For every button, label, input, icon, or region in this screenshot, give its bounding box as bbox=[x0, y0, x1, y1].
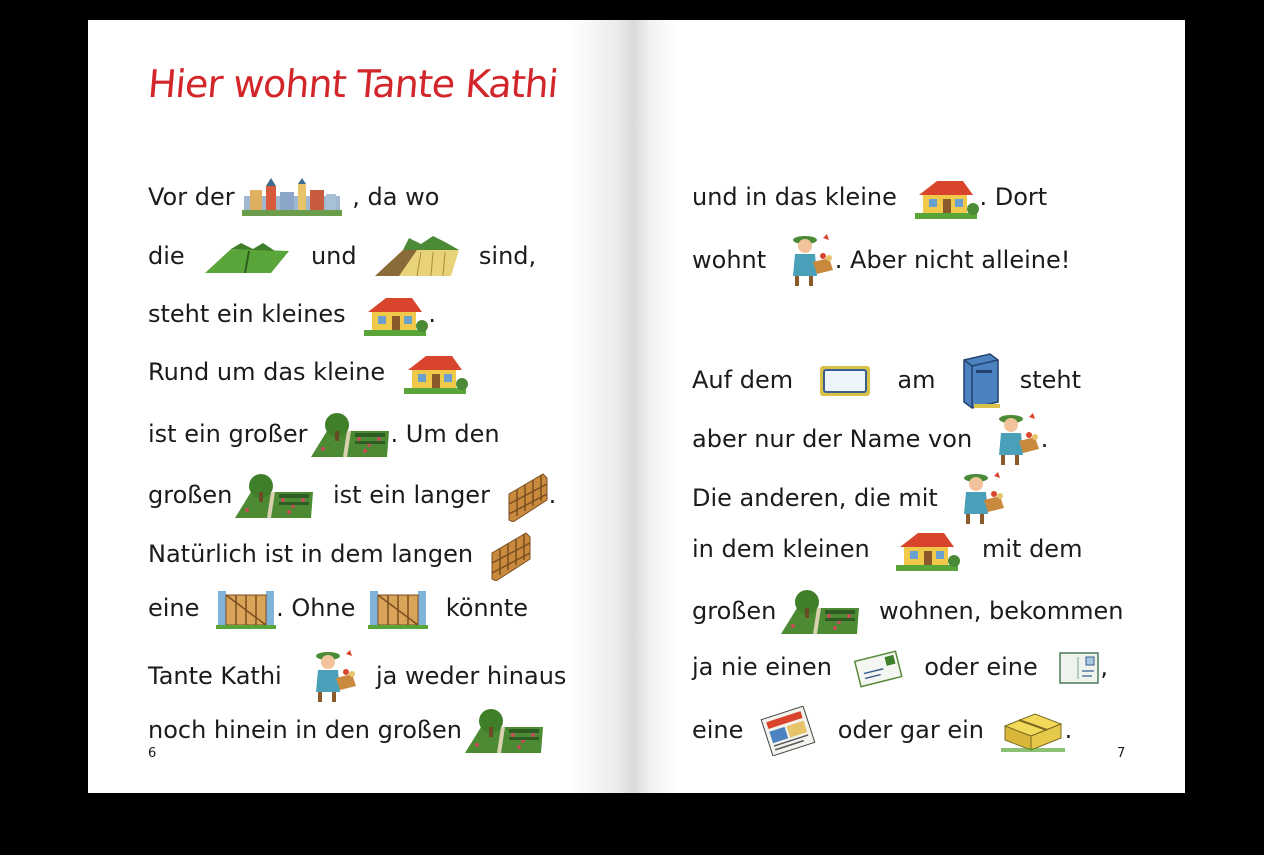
text-line bbox=[692, 706, 1072, 756]
text-line bbox=[692, 529, 1082, 571]
text-fragment: oder eine bbox=[924, 653, 1038, 681]
town-icon bbox=[242, 178, 342, 218]
text-line bbox=[692, 647, 1108, 688]
text-fragment: Rund um das kleine bbox=[148, 358, 386, 386]
text-line bbox=[148, 352, 478, 394]
aunt-kathi-icon bbox=[306, 648, 358, 706]
text-fragment: steht ein kleines bbox=[148, 300, 346, 328]
aunt-kathi-icon bbox=[783, 232, 835, 290]
fields-icon bbox=[373, 236, 461, 278]
letter-icon bbox=[853, 648, 903, 688]
text-fragment: mit dem bbox=[981, 535, 1083, 563]
page-number: 6 bbox=[148, 746, 157, 761]
text-line bbox=[148, 648, 566, 706]
text-fragment: . bbox=[1064, 716, 1073, 744]
text-fragment: noch hinein in den großen bbox=[148, 716, 462, 744]
text-fragment: . bbox=[428, 300, 436, 328]
text-fragment: . Aber nicht alleine! bbox=[834, 246, 1071, 274]
text-fragment: . bbox=[1040, 425, 1049, 453]
text-line bbox=[148, 177, 439, 218]
house-icon bbox=[402, 352, 468, 394]
page-title: Hier wohnt Tante Kathi bbox=[146, 62, 560, 106]
text-line bbox=[692, 177, 1047, 219]
text-line bbox=[692, 411, 1048, 469]
text-fragment: Die anderen, die mit bbox=[692, 484, 938, 512]
right-page bbox=[633, 20, 1185, 793]
text-fragment: ist ein langer bbox=[333, 481, 490, 509]
text-fragment: ja nie einen bbox=[692, 653, 832, 681]
mailbox-icon bbox=[960, 352, 1002, 410]
house-icon bbox=[362, 294, 428, 336]
text-line bbox=[148, 411, 500, 459]
postcard-icon bbox=[1058, 649, 1100, 687]
text-line bbox=[692, 588, 1123, 636]
text-fragment: am bbox=[897, 366, 936, 394]
text-fragment: großen bbox=[692, 597, 777, 625]
text-fragment: ja weder hinaus bbox=[376, 662, 567, 690]
house-icon bbox=[913, 177, 979, 219]
text-fragment: , bbox=[1100, 653, 1109, 681]
text-line bbox=[148, 529, 542, 581]
text-fragment: oder gar ein bbox=[837, 716, 984, 744]
aunt-kathi-icon bbox=[989, 411, 1041, 469]
house-icon bbox=[894, 529, 960, 571]
nameplate-icon bbox=[818, 364, 872, 398]
text-fragment: . bbox=[548, 481, 557, 509]
text-fragment: . Ohne bbox=[276, 594, 356, 622]
text-fragment: steht bbox=[1019, 366, 1082, 394]
text-line bbox=[692, 470, 1016, 528]
text-fragment: und in das kleine bbox=[692, 183, 897, 211]
text-fragment: wohnt bbox=[692, 246, 767, 274]
text-line bbox=[148, 588, 528, 629]
text-fragment: . Dort bbox=[979, 183, 1048, 211]
text-fragment: Tante Kathi bbox=[148, 662, 282, 690]
text-fragment: könnte bbox=[445, 594, 529, 622]
text-fragment: und bbox=[310, 242, 357, 270]
text-fragment: großen bbox=[148, 481, 233, 509]
text-line bbox=[148, 236, 536, 278]
text-fragment: sind, bbox=[478, 242, 537, 270]
text-fragment: eine bbox=[148, 594, 200, 622]
text-line bbox=[148, 707, 555, 755]
garden-icon bbox=[233, 472, 315, 520]
garden-icon bbox=[309, 411, 391, 459]
text-fragment: Vor der bbox=[148, 183, 235, 211]
fence-icon bbox=[490, 529, 532, 581]
garden-icon bbox=[463, 707, 545, 755]
page-number: 7 bbox=[1117, 746, 1126, 761]
text-fragment: ist ein großer bbox=[148, 420, 308, 448]
text-fragment: Natürlich ist in dem langen bbox=[148, 540, 474, 568]
fence-icon bbox=[507, 470, 549, 522]
text-line bbox=[692, 232, 1070, 290]
text-fragment: die bbox=[148, 242, 185, 270]
gate-icon bbox=[216, 589, 276, 629]
text-fragment: eine bbox=[692, 716, 744, 744]
newspaper-icon bbox=[760, 706, 816, 756]
text-fragment: aber nur der Name von bbox=[692, 425, 973, 453]
left-page bbox=[88, 20, 633, 793]
text-fragment: wohnen, bekommen bbox=[879, 597, 1124, 625]
text-fragment: . Um den bbox=[390, 420, 500, 448]
aunt-kathi-icon bbox=[954, 470, 1006, 528]
text-line bbox=[692, 352, 1081, 410]
gate-icon bbox=[368, 589, 428, 629]
text-fragment: Auf dem bbox=[692, 366, 794, 394]
package-icon bbox=[1001, 708, 1065, 754]
text-line bbox=[148, 294, 436, 336]
text-fragment: , da wo bbox=[352, 183, 440, 211]
meadow-icon bbox=[201, 239, 293, 275]
text-line bbox=[148, 470, 556, 522]
garden-icon bbox=[779, 588, 861, 636]
text-fragment: in dem kleinen bbox=[692, 535, 870, 563]
